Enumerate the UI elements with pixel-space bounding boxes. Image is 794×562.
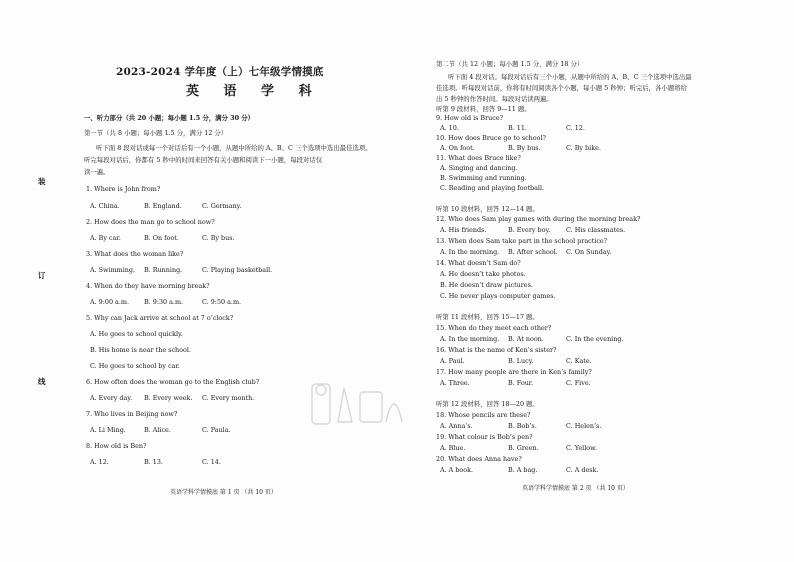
- option-c: C. By bike.: [566, 144, 601, 152]
- option-c: C. He goes to school by car.: [90, 362, 180, 370]
- question-text: 14. What doesn’t Sam do?: [436, 259, 521, 267]
- section2-heading: 第二节（共 12 小题；每小题 1.5 分，满分 18 分）: [436, 60, 584, 68]
- option-a: A. In the morning.: [440, 248, 500, 256]
- option-b: B. Green.: [508, 444, 539, 452]
- question-text: 8. How old is Ben?: [86, 442, 147, 450]
- binding-mark-zhuang: 装: [38, 177, 46, 186]
- option-c: C. 12.: [566, 124, 585, 132]
- option-b: B. Four.: [508, 379, 534, 387]
- option-a: A. 12.: [90, 458, 109, 466]
- option-b: B. England.: [144, 202, 182, 210]
- faded-illustration-icon: [300, 378, 410, 430]
- binding-mark-ding: 订: [38, 271, 46, 280]
- option-b: B. After school.: [508, 248, 558, 256]
- option-a: A. A book.: [440, 466, 474, 474]
- option-c: C. Every month.: [202, 394, 255, 402]
- section2-instruction-line: 出 5 秒钟的作答时间。每段对话读两遍。: [436, 95, 553, 103]
- option-a: A. By car.: [90, 234, 121, 242]
- option-a: A. Paul.: [440, 357, 465, 365]
- option-c: C. Helen’s.: [566, 422, 602, 430]
- section1-instruction-line: 听完每段对话后，你都有 5 秒中的时间来回答有关小题和阅读下一小题，每段对话仅: [84, 156, 323, 164]
- option-b: B. Lucy.: [508, 357, 534, 365]
- option-c: C. Germany.: [202, 202, 242, 210]
- option-b: B. Alice.: [144, 426, 171, 434]
- part1-heading: 一、听力部分（共 20 小题；每小题 1.5 分，满分 30 分）: [84, 114, 255, 122]
- section1-heading: 第一节（共 8 小题；每小题 1.5 分，满分 12 分）: [84, 129, 228, 137]
- option-c: C. Five.: [566, 379, 591, 387]
- option-c: C. In the evening.: [566, 335, 624, 343]
- option-a: A. 9:00 a.m.: [90, 298, 129, 306]
- option-c: C. Paula.: [202, 426, 231, 434]
- option-c: C. By bus.: [202, 234, 235, 242]
- option-a: A. 10.: [440, 124, 459, 132]
- question-text: 19. What colour is Bob’s pen?: [436, 433, 533, 441]
- option-b: B. He doesn’t draw pictures.: [440, 281, 533, 289]
- group-heading: 听第 9 段材料，回答 9—11 题。: [436, 105, 531, 113]
- option-a: A. Three.: [440, 379, 470, 387]
- page-footer: 英语学科学情摸底 第 1 页 （共 10 页）: [170, 489, 277, 496]
- section1-instruction-line: 听下面 8 段对话或每一个对话后有一个小题，从题中所给的 A、B、C 三个选项中选出最佳选项。: [96, 144, 372, 152]
- page-footer: 英语学科学情摸底 第 2 页 （共 10 页）: [522, 485, 629, 492]
- question-text: 18. Whose pencils are these?: [436, 411, 531, 419]
- option-a: A. Swimming.: [90, 266, 135, 274]
- group-heading: 听第 12 段材料，回答 18—20 题。: [436, 400, 539, 408]
- option-a: A. China.: [90, 202, 120, 210]
- binding-mark-xian: 线: [38, 377, 46, 386]
- question-text: 10. How does Bruce go to school?: [436, 134, 546, 142]
- question-text: 2. How does the man go to school now?: [86, 218, 215, 226]
- question-text: 4. When do they have morning break?: [86, 282, 210, 290]
- option-b: B. Bob’s.: [508, 422, 537, 430]
- question-text: 6. How often does the woman go to the English club?: [86, 378, 260, 386]
- option-b: B. Every boy.: [508, 226, 551, 234]
- question-text: 16. What is the name of Ken’s sister?: [436, 346, 557, 354]
- question-text: 15. When do they meet each other?: [436, 324, 552, 332]
- section1-instruction-line: 读一遍。: [84, 168, 110, 176]
- option-a: A. Singing and dancing.: [440, 164, 518, 172]
- option-c: C. On Sunday.: [566, 248, 612, 256]
- option-c: C. Playing basketball.: [202, 266, 273, 274]
- group-heading: 听第 10 段材料，回答 12—14 题。: [436, 205, 539, 213]
- question-text: 20. What does Anna have?: [436, 455, 522, 463]
- option-b: B. At noon.: [508, 335, 544, 343]
- option-a: A. Blue.: [440, 444, 466, 452]
- section2-instruction-line: 佳选项。听每段对话前，你将有时间阅读各个小题，每小题 5 秒钟；听完后，各小题将给: [436, 84, 687, 92]
- group-heading: 听第 11 段材料，回答 15—17 题。: [436, 313, 539, 321]
- option-b: B. 9:30 a.m.: [144, 298, 184, 306]
- option-c: C. 9:50 a.m.: [202, 298, 242, 306]
- option-c: C. A desk.: [566, 466, 599, 474]
- option-a: A. He goes to school quickly.: [90, 330, 183, 338]
- option-c: C. Reading and playing football.: [440, 184, 545, 192]
- option-b: B. 11.: [508, 124, 527, 132]
- option-b: B. By bus.: [508, 144, 541, 152]
- question-text: 5. Why can Jack arrive at school at 7 o’clock?: [86, 314, 234, 322]
- option-b: B. A bag.: [508, 466, 538, 474]
- question-text: 17. How many people are there in Ken’s family?: [436, 368, 592, 376]
- option-a: A. In the morning.: [440, 335, 500, 343]
- option-b: B. 13.: [144, 458, 163, 466]
- option-a: A. Li Ming.: [90, 426, 126, 434]
- section2-instruction-line: 听下面 4 段对话。每段对话后有三个小题，从题中所给的 A、B、C 三个选项中选出最: [448, 73, 692, 81]
- question-text: 12. Who does Sam play games with during the morning break?: [436, 215, 641, 223]
- question-text: 9. How old is Bruce?: [436, 114, 504, 122]
- option-c: C. His classmates.: [566, 226, 626, 234]
- question-text: 11. What does Bruce like?: [436, 154, 521, 162]
- option-c: C. He never plays computer games.: [440, 292, 556, 300]
- option-a: A. Every day.: [90, 394, 133, 402]
- option-b: B. Swimming and running.: [440, 174, 527, 182]
- option-a: A. On foot.: [440, 144, 475, 152]
- option-b: B. Running.: [144, 266, 183, 274]
- option-a: A. Anna’s.: [440, 422, 473, 430]
- question-text: 7. Who lives in Beijing now?: [86, 410, 178, 418]
- exam-subject: 英 语 学 科: [186, 84, 322, 99]
- option-a: A. He doesn’t take photos.: [440, 270, 526, 278]
- option-c: C. Kate.: [566, 357, 592, 365]
- question-text: 3. What does the woman like?: [86, 250, 184, 258]
- option-a: A. His friends.: [440, 226, 487, 234]
- option-c: C. Yellow.: [566, 444, 597, 452]
- question-text: 13. When does Sam take part in the school practice?: [436, 237, 608, 245]
- option-b: B. His home is near the school.: [90, 346, 191, 354]
- option-c: C. 14.: [202, 458, 221, 466]
- exam-title: 2023-2024 学年度（上）七年级学情摸底: [116, 66, 324, 78]
- question-text: 1. Where is John from?: [86, 185, 161, 193]
- option-b: B. Every week.: [144, 394, 193, 402]
- option-b: B. On foot.: [144, 234, 179, 242]
